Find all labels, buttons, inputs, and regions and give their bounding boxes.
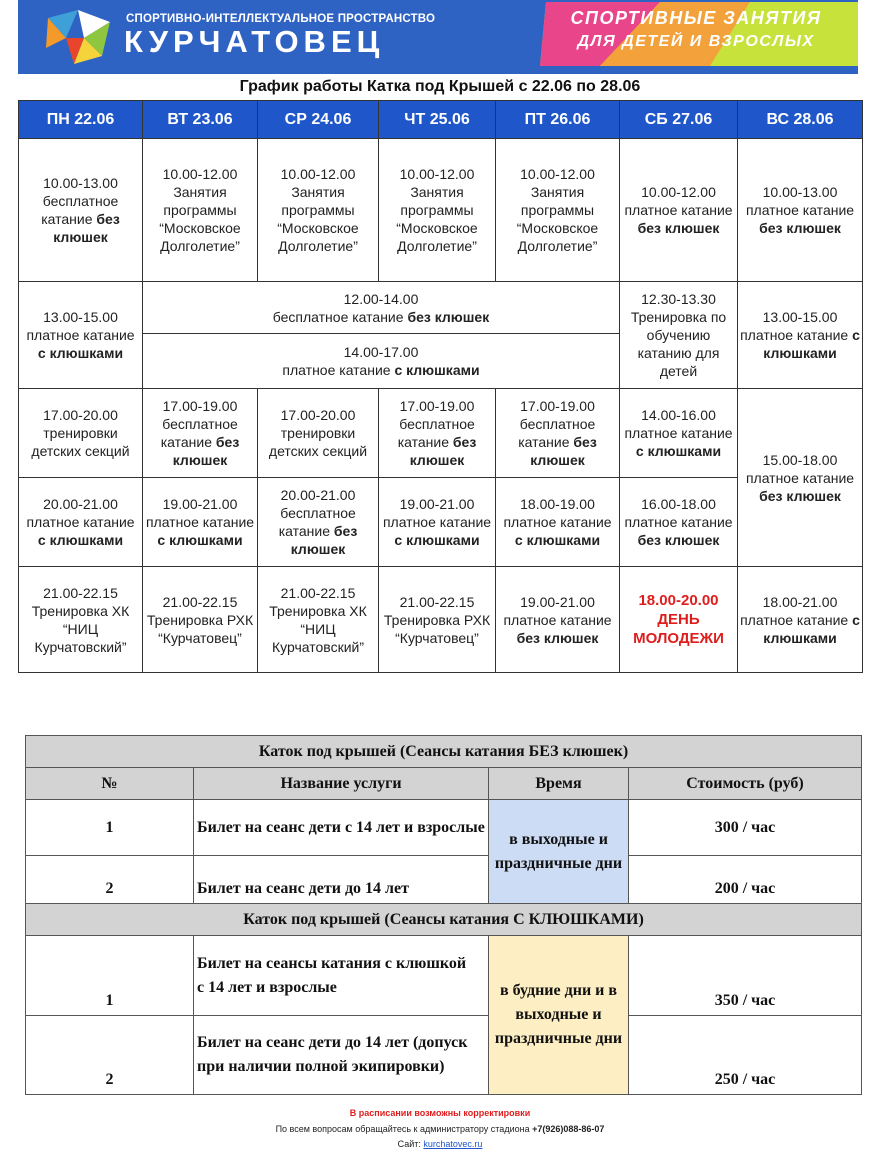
schedule-cell xyxy=(379,389,496,478)
schedule-cell xyxy=(143,478,258,567)
cell-time: 20.00-21.00 xyxy=(43,496,118,512)
cell-time: 19.00-21.00 xyxy=(162,496,238,512)
schedule-cell xyxy=(379,139,496,282)
schedule-row xyxy=(19,478,863,567)
cell-bold: с клюшками xyxy=(763,327,860,361)
schedule-cell xyxy=(143,139,258,282)
footer-notice: В расписании возможны корректировки xyxy=(349,1108,531,1118)
cell-text: платное катание xyxy=(145,514,255,530)
schedule-cell xyxy=(620,139,738,282)
cell-text: платное катание xyxy=(26,514,135,530)
banner-tag-line2: ДЛЯ ДЕТЕЙ И ВЗРОСЛЫХ xyxy=(577,33,815,50)
schedule-cell xyxy=(258,478,379,567)
site-label: Сайт: xyxy=(397,1139,421,1149)
cell-time: 18.00-20.00 xyxy=(638,592,719,609)
cell-bold: без клюшек xyxy=(759,220,841,236)
schedule-span-cell xyxy=(143,282,620,334)
service-price: 350 / час xyxy=(629,936,862,1016)
cell-time: 20.00-21.00 xyxy=(280,487,356,503)
schedule-cell xyxy=(19,478,143,567)
header-time: Время xyxy=(489,768,629,800)
cell-text: бесплатное катание xyxy=(518,416,596,450)
cell-time: 17.00-19.00 xyxy=(520,398,595,414)
service-price: 250 / час xyxy=(629,1016,862,1095)
schedule-row xyxy=(19,389,863,478)
header-number: № xyxy=(26,768,194,800)
schedule-cell xyxy=(738,282,863,389)
cell-bold: с клюшками xyxy=(394,532,480,548)
cell-text: Занятия программы “Московское Долголетие” xyxy=(277,184,359,254)
schedule-table xyxy=(18,100,863,673)
schedule-cell xyxy=(620,282,738,389)
schedule-cell xyxy=(738,139,863,282)
cell-time: 10.00-12.00 xyxy=(520,166,595,182)
cell-time: 14.00-16.00 xyxy=(641,407,716,423)
site-link[interactable]: kurchatovec.ru xyxy=(423,1139,483,1149)
cell-text: платное катание xyxy=(382,514,492,530)
cell-text: бесплатное катание xyxy=(272,308,404,325)
youth-day-label: ДЕНЬ МОЛОДЕЖИ xyxy=(633,611,724,647)
cell-bold: с клюшками xyxy=(763,611,860,646)
cell-time: 21.00-22.15 xyxy=(399,593,475,610)
schedule-cell xyxy=(258,389,379,478)
price-section-header xyxy=(26,736,862,768)
cell-time: 21.00-22.15 xyxy=(280,584,356,601)
cell-bold: без клюшек xyxy=(759,487,841,504)
schedule-cell xyxy=(143,567,258,673)
day-header: ПН 22.06 xyxy=(19,101,143,139)
cell-text: Тренировка ХК “НИЦ Курчатовский” xyxy=(31,602,130,655)
schedule-cell xyxy=(496,478,620,567)
cell-text: платное катание xyxy=(503,611,612,628)
cell-text: Занятия программы “Московское Долголетие” xyxy=(159,184,241,254)
cell-bold: без клюшек xyxy=(290,523,358,557)
cell-time: 19.00-21.00 xyxy=(399,496,475,512)
section1-title: Каток под крышей (Сеансы катания БЕЗ клюшек) xyxy=(26,736,862,768)
schedule-cell xyxy=(19,139,143,282)
cell-text: платное катание xyxy=(282,362,391,378)
cell-text: Занятия программы “Московское Долголетие” xyxy=(516,184,599,254)
cell-bold: без клюшек xyxy=(172,434,240,468)
service-name: Билет на сеанс дети до 14 лет (допуск при наличии полной экипировки) xyxy=(194,1016,489,1095)
cell-text: Тренировка РХК “Курчатовец” xyxy=(146,611,254,646)
cell-time: 10.00-13.00 xyxy=(43,175,118,191)
service-name: Билет на сеанс дети с 14 лет и взрослые xyxy=(194,800,489,856)
cell-text: Тренировка по обучению катанию для детей xyxy=(630,309,727,379)
day-header: ПТ 26.06 xyxy=(496,101,620,139)
schedule-row xyxy=(19,139,863,282)
row-number: 2 xyxy=(26,1016,194,1095)
cell-time: 10.00-12.00 xyxy=(280,166,356,182)
schedule-cell xyxy=(620,478,738,567)
cell-time: 10.00-13.00 xyxy=(762,184,838,200)
cell-time: 14.00-17.00 xyxy=(343,344,419,360)
cell-text: бесплатное катание xyxy=(41,193,119,227)
cell-bold: с клюшками xyxy=(37,532,124,548)
day-header: ЧТ 25.06 xyxy=(379,101,496,139)
price-column-headers xyxy=(26,768,862,800)
cell-text: бесплатное катание xyxy=(397,416,475,450)
schedule-cell xyxy=(379,478,496,567)
banner-subtitle: СПОРТИВНО-ИНТЕЛЛЕКТУАЛЬНОЕ ПРОСТРАНСТВО xyxy=(126,13,436,25)
cell-text: платное катание xyxy=(624,202,733,218)
cell-text: платное катание xyxy=(624,425,733,441)
header-cost: Стоимость (руб) xyxy=(629,768,862,800)
cell-text: платное катание xyxy=(624,514,733,530)
cell-text: платное катание xyxy=(740,611,849,628)
schedule-cell xyxy=(496,139,620,282)
cell-text: платное катание xyxy=(26,327,135,343)
cell-time: 17.00-19.00 xyxy=(399,398,475,414)
schedule-span-cell xyxy=(143,334,620,389)
schedule-cell xyxy=(19,567,143,673)
kurchatovets-logo-icon xyxy=(44,8,114,66)
schedule-cell xyxy=(379,567,496,673)
cell-bold: с клюшками xyxy=(514,532,601,548)
cell-time: 15.00-18.00 xyxy=(762,451,838,468)
cell-bold: без клюшек xyxy=(516,629,599,646)
banner-brand: КУРЧАТОВЕЦ xyxy=(124,24,385,59)
cell-text: тренировки детских секций xyxy=(31,425,130,459)
schedule-row xyxy=(19,282,863,334)
cell-time: 19.00-21.00 xyxy=(520,593,595,610)
cell-bold: с клюшками xyxy=(157,532,243,548)
cell-time: 21.00-22.15 xyxy=(162,593,238,610)
price-section-header xyxy=(26,904,862,936)
service-name xyxy=(194,936,489,1016)
row-number: 2 xyxy=(26,856,194,904)
service-name-line2: с 14 лет и взрослые xyxy=(197,978,337,996)
cell-bold: без клюшек xyxy=(530,434,597,468)
cell-bold: с клюшками xyxy=(394,362,480,378)
service-name-line1: Билет на сеансы катания с клюшкой xyxy=(197,954,467,972)
schedule-cell xyxy=(19,282,143,389)
price-row xyxy=(26,1016,862,1095)
row-number: 1 xyxy=(26,800,194,856)
cell-time: 10.00-12.00 xyxy=(162,166,238,182)
schedule-cell xyxy=(496,389,620,478)
cell-time: 17.00-20.00 xyxy=(43,407,118,423)
cell-bold: с клюшками xyxy=(635,443,722,459)
cell-bold: без клюшек xyxy=(637,532,720,548)
header-banner xyxy=(18,0,858,74)
schedule-cell xyxy=(738,389,863,567)
service-name: Билет на сеанс дети до 14 лет xyxy=(194,856,489,904)
price-row xyxy=(26,936,862,1016)
cell-time: 13.00-15.00 xyxy=(43,309,118,325)
youth-day-cell xyxy=(620,567,738,673)
cell-bold: без клюшек xyxy=(407,308,490,325)
footer-site xyxy=(0,1139,880,1149)
cell-time: 10.00-12.00 xyxy=(641,184,716,200)
schedule-row xyxy=(19,567,863,673)
schedule-cell xyxy=(258,567,379,673)
cell-text: Занятия программы “Московское Долголетие” xyxy=(396,184,478,254)
row-number: 1 xyxy=(26,936,194,1016)
section1-time: в выходные и праздничные дни xyxy=(489,800,629,904)
service-price: 200 / час xyxy=(629,856,862,904)
schedule-cell xyxy=(143,389,258,478)
cell-time: 17.00-19.00 xyxy=(162,398,238,414)
price-row xyxy=(26,856,862,904)
price-table xyxy=(25,735,862,1095)
cell-text: Тренировка ХК “НИЦ Курчатовский” xyxy=(269,602,367,655)
day-header: СР 24.06 xyxy=(258,101,379,139)
cell-text: Тренировка РХК “Курчатовец” xyxy=(383,611,491,646)
cell-text: тренировки детских секций xyxy=(268,425,368,459)
cell-time: 12.30-13.30 xyxy=(641,291,716,307)
day-header: ВТ 23.06 xyxy=(143,101,258,139)
cell-text: платное катание xyxy=(740,327,849,343)
contact-text: По всем вопросам обращайтесь к администратору стадиона xyxy=(275,1124,530,1134)
cell-time: 18.00-19.00 xyxy=(520,496,595,512)
footer-contact xyxy=(0,1124,880,1134)
schedule-header-row xyxy=(19,101,863,139)
cell-time: 17.00-20.00 xyxy=(280,407,356,423)
schedule-cell xyxy=(496,567,620,673)
schedule-cell xyxy=(258,139,379,282)
cell-text: платное катание xyxy=(745,469,855,486)
cell-bold: с клюшками xyxy=(37,345,124,361)
schedule-title: График работы Катка под Крышей с 22.06 по 28.06 xyxy=(239,78,641,95)
cell-text: платное катание xyxy=(503,514,612,530)
section2-time: в будние дни и в выходные и праздничные дни xyxy=(489,936,629,1095)
day-header: СБ 27.06 xyxy=(620,101,738,139)
cell-time: 12.00-14.00 xyxy=(343,290,419,307)
cell-time: 16.00-18.00 xyxy=(641,496,716,512)
schedule-cell xyxy=(738,567,863,673)
cell-time: 18.00-21.00 xyxy=(762,593,838,610)
contact-phone[interactable]: +7(926)088-86-07 xyxy=(532,1124,605,1134)
schedule-cell xyxy=(620,389,738,478)
header-service: Название услуги xyxy=(194,768,489,800)
cell-text: платное катание xyxy=(745,202,855,218)
cell-time: 21.00-22.15 xyxy=(43,584,118,601)
cell-bold: без клюшек xyxy=(637,220,720,236)
cell-bold: без клюшек xyxy=(53,211,120,245)
service-price: 300 / час xyxy=(629,800,862,856)
cell-text: бесплатное катание xyxy=(160,416,238,450)
cell-bold: без клюшек xyxy=(409,434,477,468)
day-header: ВС 28.06 xyxy=(738,101,863,139)
cell-time: 10.00-12.00 xyxy=(399,166,475,182)
schedule-cell xyxy=(19,389,143,478)
price-row xyxy=(26,800,862,856)
cell-time: 13.00-15.00 xyxy=(762,309,838,325)
banner-tag-line1: СПОРТИВНЫЕ ЗАНЯТИЯ xyxy=(570,8,822,28)
section2-title: Каток под крышей (Сеансы катания С КЛЮШКАМИ) xyxy=(26,904,862,936)
cell-text: бесплатное катание xyxy=(278,505,356,539)
